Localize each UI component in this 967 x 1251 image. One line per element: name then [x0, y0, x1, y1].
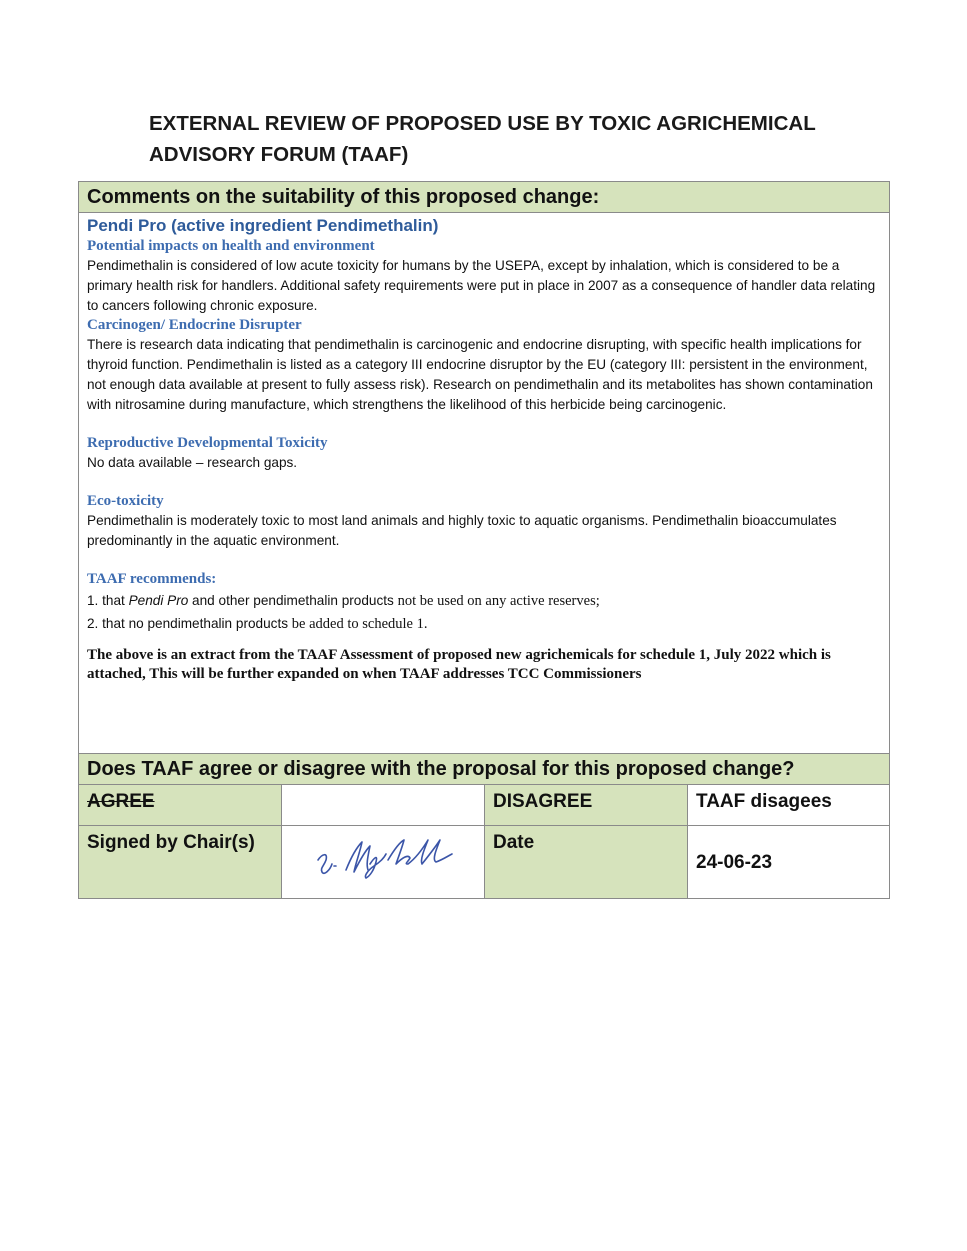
document-title: [149, 108, 849, 170]
date-value: 24-06-23: [696, 852, 773, 873]
review-form-table: [78, 181, 890, 899]
recommendation-1-prefix: 1. that: [87, 593, 129, 608]
decision-section-header: Does TAAF agree or disagree with the proposal for this proposed change?: [79, 754, 890, 785]
health-impacts-text: Pendimethalin is considered of low acute toxicity for humans by the USEPA, except by inhalation, which is considered to be a primary health risk for handlers. Additional safety requirements were put in place in 2007 as a consequence of handler data relating to cancers following chronic exposure.: [87, 258, 876, 313]
spacer: [87, 415, 881, 434]
agree-value-cell: [282, 785, 485, 826]
comments-body: [79, 213, 890, 754]
disagree-label-cell: DISAGREE: [485, 785, 688, 826]
recommendation-1-suffix: not be used on any active reserves;: [397, 593, 600, 609]
recommendation-1-mid: and other pendimethalin products: [188, 593, 398, 608]
recommends-heading: TAAF recommends:: [87, 571, 217, 587]
disagree-value-cell: TAAF disagees: [688, 785, 890, 826]
date-label: Date: [485, 826, 688, 899]
spacer: [87, 551, 881, 570]
carcinogen-heading: Carcinogen/ Endocrine Disrupter: [87, 317, 302, 333]
eco-toxicity-text: Pendimethalin is moderately toxic to most land animals and highly toxic to aquatic organisms. Pendimethalin bioaccumulates predominantly in the aquatic environment.: [87, 513, 837, 548]
agree-label: AGREE: [87, 791, 155, 812]
handwritten-signature: [312, 830, 462, 880]
recommendation-1-product: Pendi Pro: [128, 593, 189, 608]
product-heading: Pendi Pro (active ingredient Pendimethalin): [87, 216, 439, 235]
reproductive-toxicity-heading: Reproductive Developmental Toxicity: [87, 435, 328, 451]
comments-section-header: Comments on the suitability of this proposed change:: [79, 182, 890, 213]
extract-note: The above is an extract from the TAAF Assessment of proposed new agrichemicals for schedule 1, July 2022 which is attached, This will be further expanded on when TAAF addresses TCC Commissioners: [87, 647, 831, 682]
date-value-cell: [688, 826, 890, 899]
signed-by-label: Signed by Chair(s): [79, 826, 282, 899]
recommendation-2-prefix: 2. that no pendimethalin products: [87, 616, 292, 631]
spacer: [87, 473, 881, 492]
recommendation-item-2: [87, 614, 881, 634]
signature-cell: [282, 826, 485, 899]
reproductive-toxicity-text: No data available – research gaps.: [87, 455, 298, 470]
agree-label-cell: [79, 785, 282, 826]
recommendation-2-suffix: be added to schedule 1.: [291, 616, 428, 632]
recommendation-item-1: [87, 591, 881, 611]
carcinogen-text: There is research data indicating that pendimethalin is carcinogenic and endocrine disrupting, with specific health implications for thyroid function. Pendimethalin is listed as a category III endocrine disruptor by the EU (category III: persistent in the environment, not enough data available at present to fully assess risk). Research on pendimethalin and its metabolites has shown contamination with nitrosamine during manufacture, which strengthens the likelihood of this herbicide being carcinogenic.: [87, 337, 873, 412]
document-title-line-2: ADVISORY FORUM (TAAF): [149, 143, 409, 166]
eco-toxicity-heading: Eco-toxicity: [87, 493, 164, 509]
health-impacts-heading: Potential impacts on health and environment: [87, 238, 375, 254]
document-title-line-1: EXTERNAL REVIEW OF PROPOSED USE BY TOXIC AGRICHEMICAL: [149, 112, 816, 135]
